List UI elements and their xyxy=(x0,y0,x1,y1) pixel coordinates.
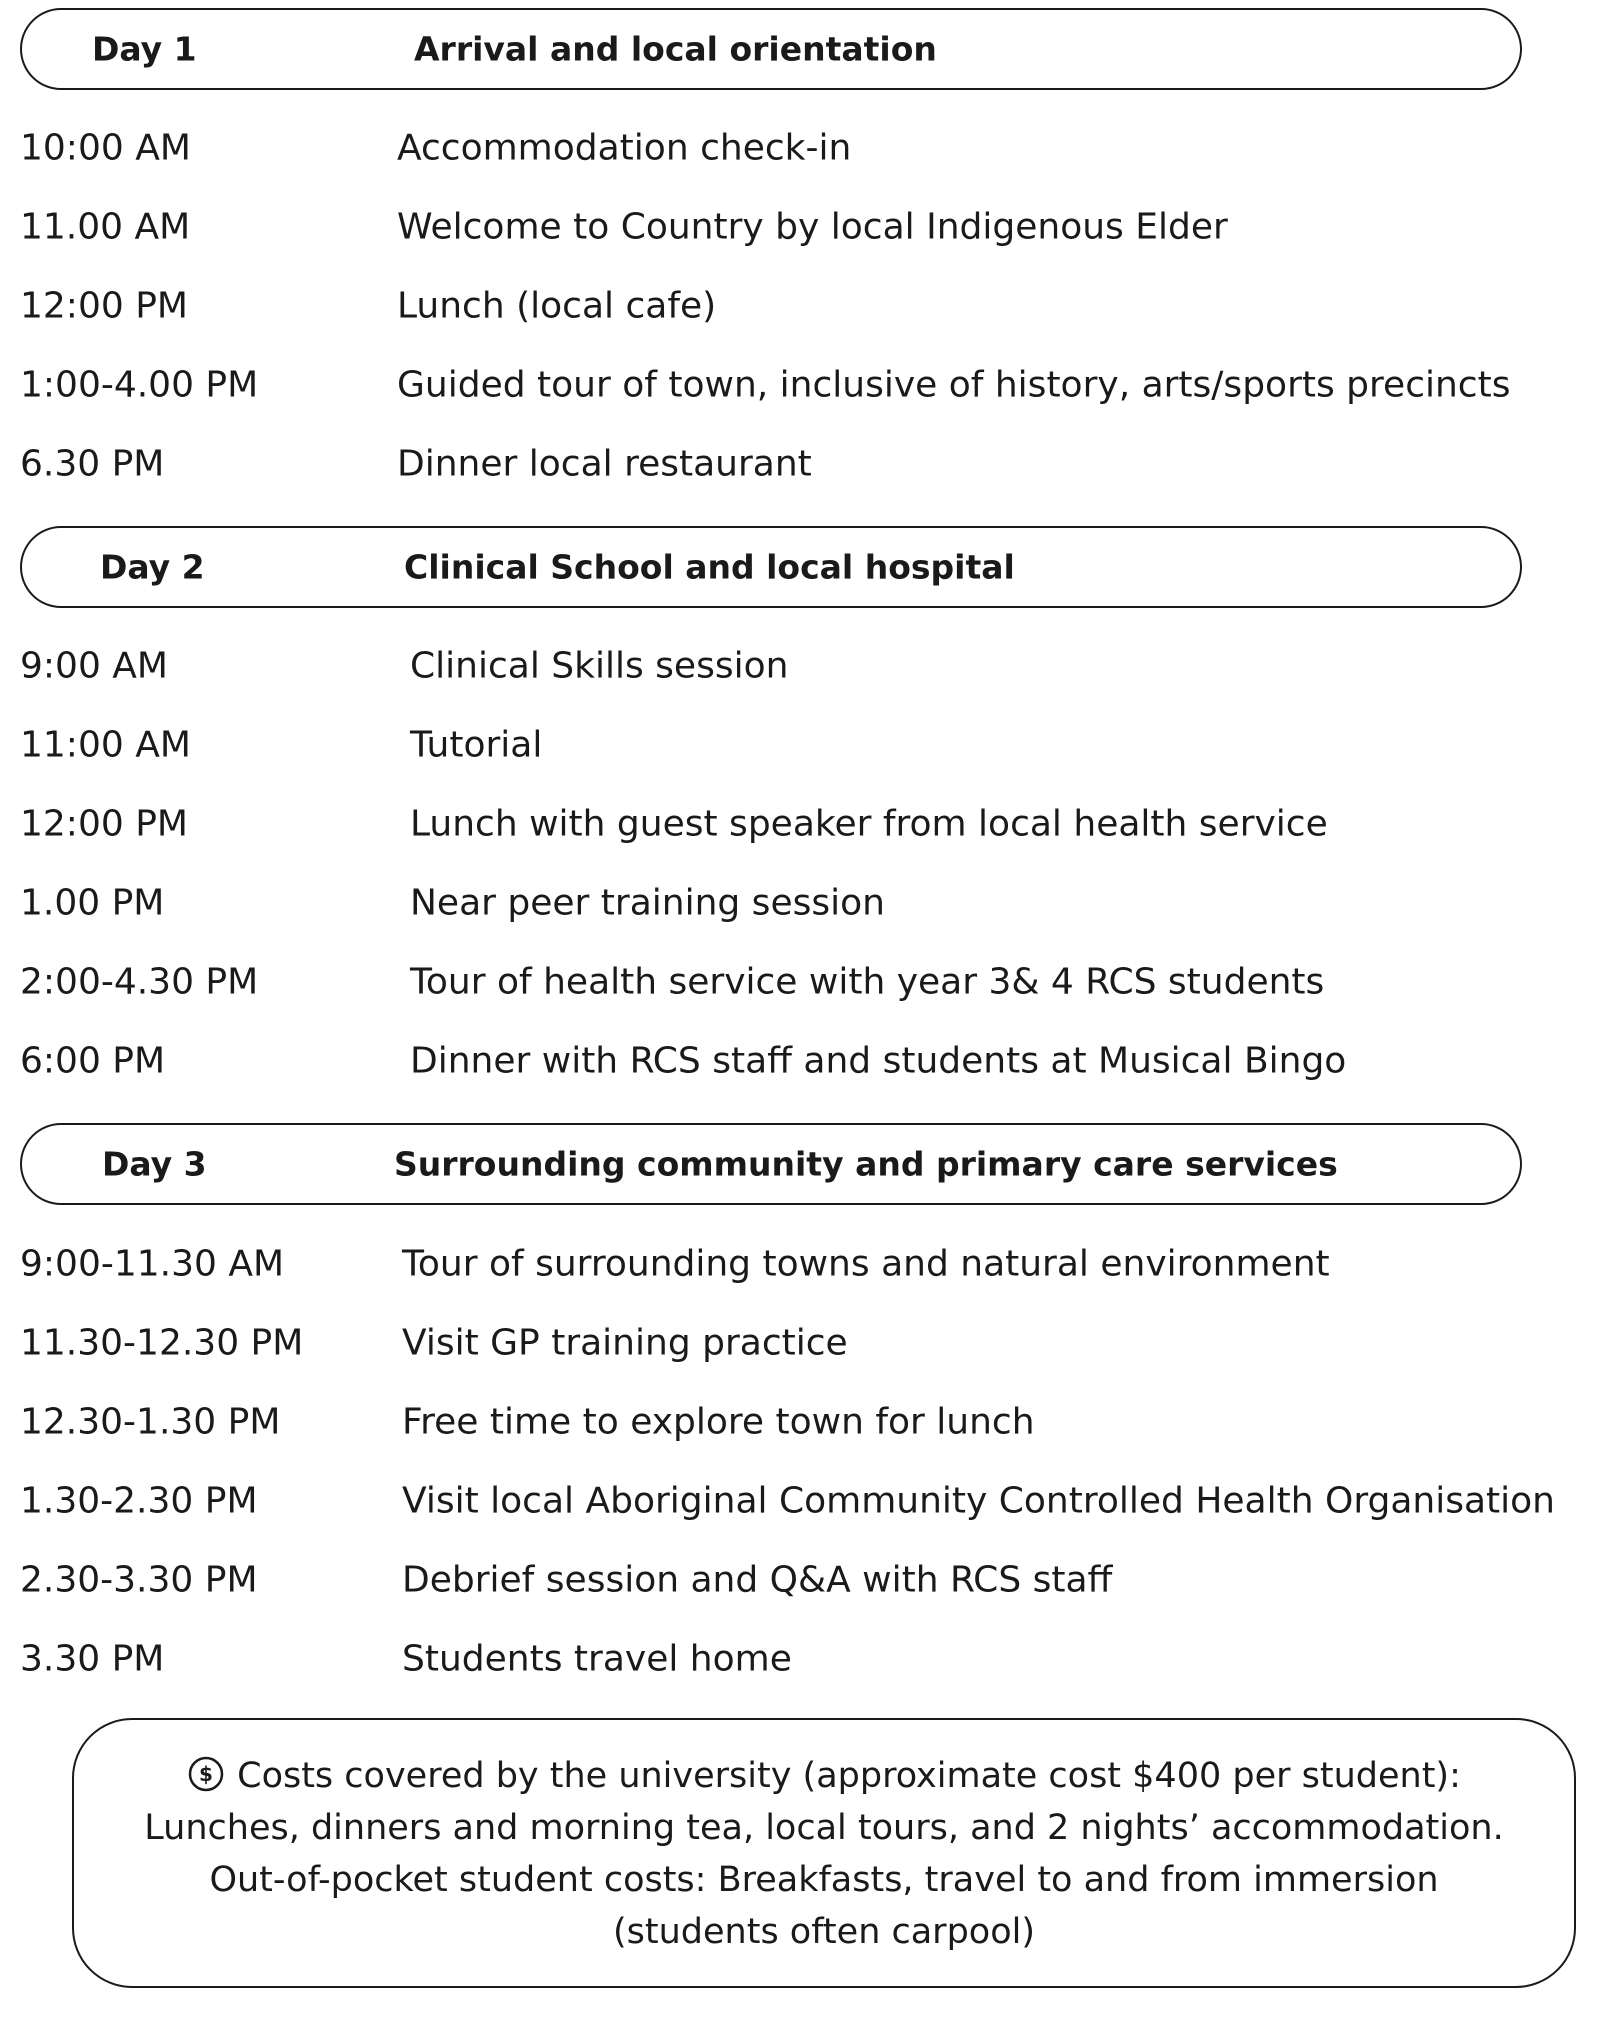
schedule-row xyxy=(0,355,1600,415)
schedule-row xyxy=(0,434,1600,494)
costs-line-1 xyxy=(74,1750,1574,1802)
schedule-row xyxy=(0,1392,1600,1452)
row-activity: Visit local Aboriginal Community Controlled Health Organisation xyxy=(402,1480,1556,1522)
day-2-header xyxy=(20,526,1522,608)
row-activity: Clinical Skills session xyxy=(410,645,789,687)
row-time: 10:00 AM xyxy=(20,127,191,169)
costs-line-2: Lunches, dinners and morning tea, local tours, and 2 nights’ accommodation. xyxy=(144,1808,1504,1848)
costs-covered-text: Costs covered by the university (approximate cost $400 per student): xyxy=(237,1756,1461,1796)
schedule-row xyxy=(0,1031,1600,1091)
row-time: 1:00-4.00 PM xyxy=(20,364,259,406)
row-time: 1.00 PM xyxy=(20,882,165,924)
dollar-icon xyxy=(187,1755,225,1793)
row-time: 12:00 PM xyxy=(20,285,188,327)
row-activity: Tour of health service with year 3& 4 RCS students xyxy=(410,961,1325,1003)
row-time: 6.30 PM xyxy=(20,443,165,485)
schedule-row xyxy=(0,1550,1600,1610)
costs-line-3: Out-of-pocket student costs: Breakfasts, travel to and from immersion xyxy=(209,1860,1439,1900)
row-time: 1.30-2.30 PM xyxy=(20,1480,258,1522)
row-time: 9:00 AM xyxy=(20,645,168,687)
row-time: 2.30-3.30 PM xyxy=(20,1559,258,1601)
row-time: 6:00 PM xyxy=(20,1040,166,1082)
costs-box xyxy=(72,1718,1576,1988)
svg-text:$: $ xyxy=(199,1762,214,1786)
row-activity: Dinner local restaurant xyxy=(397,443,812,485)
row-activity: Visit GP training practice xyxy=(402,1322,848,1364)
schedule-row xyxy=(0,952,1600,1012)
day-title: Arrival and local orientation xyxy=(414,29,937,69)
row-activity: Lunch (local cafe) xyxy=(397,285,717,327)
schedule-row xyxy=(0,1471,1600,1531)
row-activity: Dinner with RCS staff and students at Musical Bingo xyxy=(410,1040,1347,1082)
row-activity: Guided tour of town, inclusive of history, arts/sports precincts xyxy=(397,364,1511,406)
day-title: Clinical School and local hospital xyxy=(404,547,1015,587)
row-activity: Lunch with guest speaker from local health service xyxy=(410,803,1328,845)
row-activity: Tour of surrounding towns and natural environment xyxy=(402,1243,1330,1285)
row-time: 3.30 PM xyxy=(20,1638,165,1680)
schedule-row xyxy=(0,636,1600,696)
schedule-row xyxy=(0,1313,1600,1373)
row-activity: Near peer training session xyxy=(410,882,885,924)
schedule-row xyxy=(0,715,1600,775)
day-label: Day 3 xyxy=(102,1144,207,1184)
row-time: 11:00 AM xyxy=(20,724,191,766)
row-activity: Debrief session and Q&A with RCS staff xyxy=(402,1559,1113,1601)
costs-line-4: (students often carpool) xyxy=(613,1912,1035,1952)
schedule-row xyxy=(0,873,1600,933)
row-time: 12:00 PM xyxy=(20,803,188,845)
row-time: 11.00 AM xyxy=(20,206,191,248)
row-activity: Tutorial xyxy=(410,724,543,766)
day-label: Day 1 xyxy=(92,29,197,69)
schedule-row xyxy=(0,118,1600,178)
schedule-row xyxy=(0,1234,1600,1294)
day-3-header xyxy=(20,1123,1522,1205)
schedule-row xyxy=(0,197,1600,257)
day-1-header xyxy=(20,8,1522,90)
row-time: 12.30-1.30 PM xyxy=(20,1401,281,1443)
row-time: 11.30-12.30 PM xyxy=(20,1322,304,1364)
row-activity: Welcome to Country by local Indigenous Elder xyxy=(397,206,1228,248)
schedule-row xyxy=(0,276,1600,336)
row-activity: Students travel home xyxy=(402,1638,792,1680)
schedule-row xyxy=(0,1629,1600,1689)
schedule-row xyxy=(0,794,1600,854)
row-activity: Accommodation check-in xyxy=(397,127,852,169)
row-time: 2:00-4.30 PM xyxy=(20,961,259,1003)
row-activity: Free time to explore town for lunch xyxy=(402,1401,1035,1443)
row-time: 9:00-11.30 AM xyxy=(20,1243,285,1285)
day-title: Surrounding community and primary care services xyxy=(394,1144,1338,1184)
day-label: Day 2 xyxy=(100,547,205,587)
